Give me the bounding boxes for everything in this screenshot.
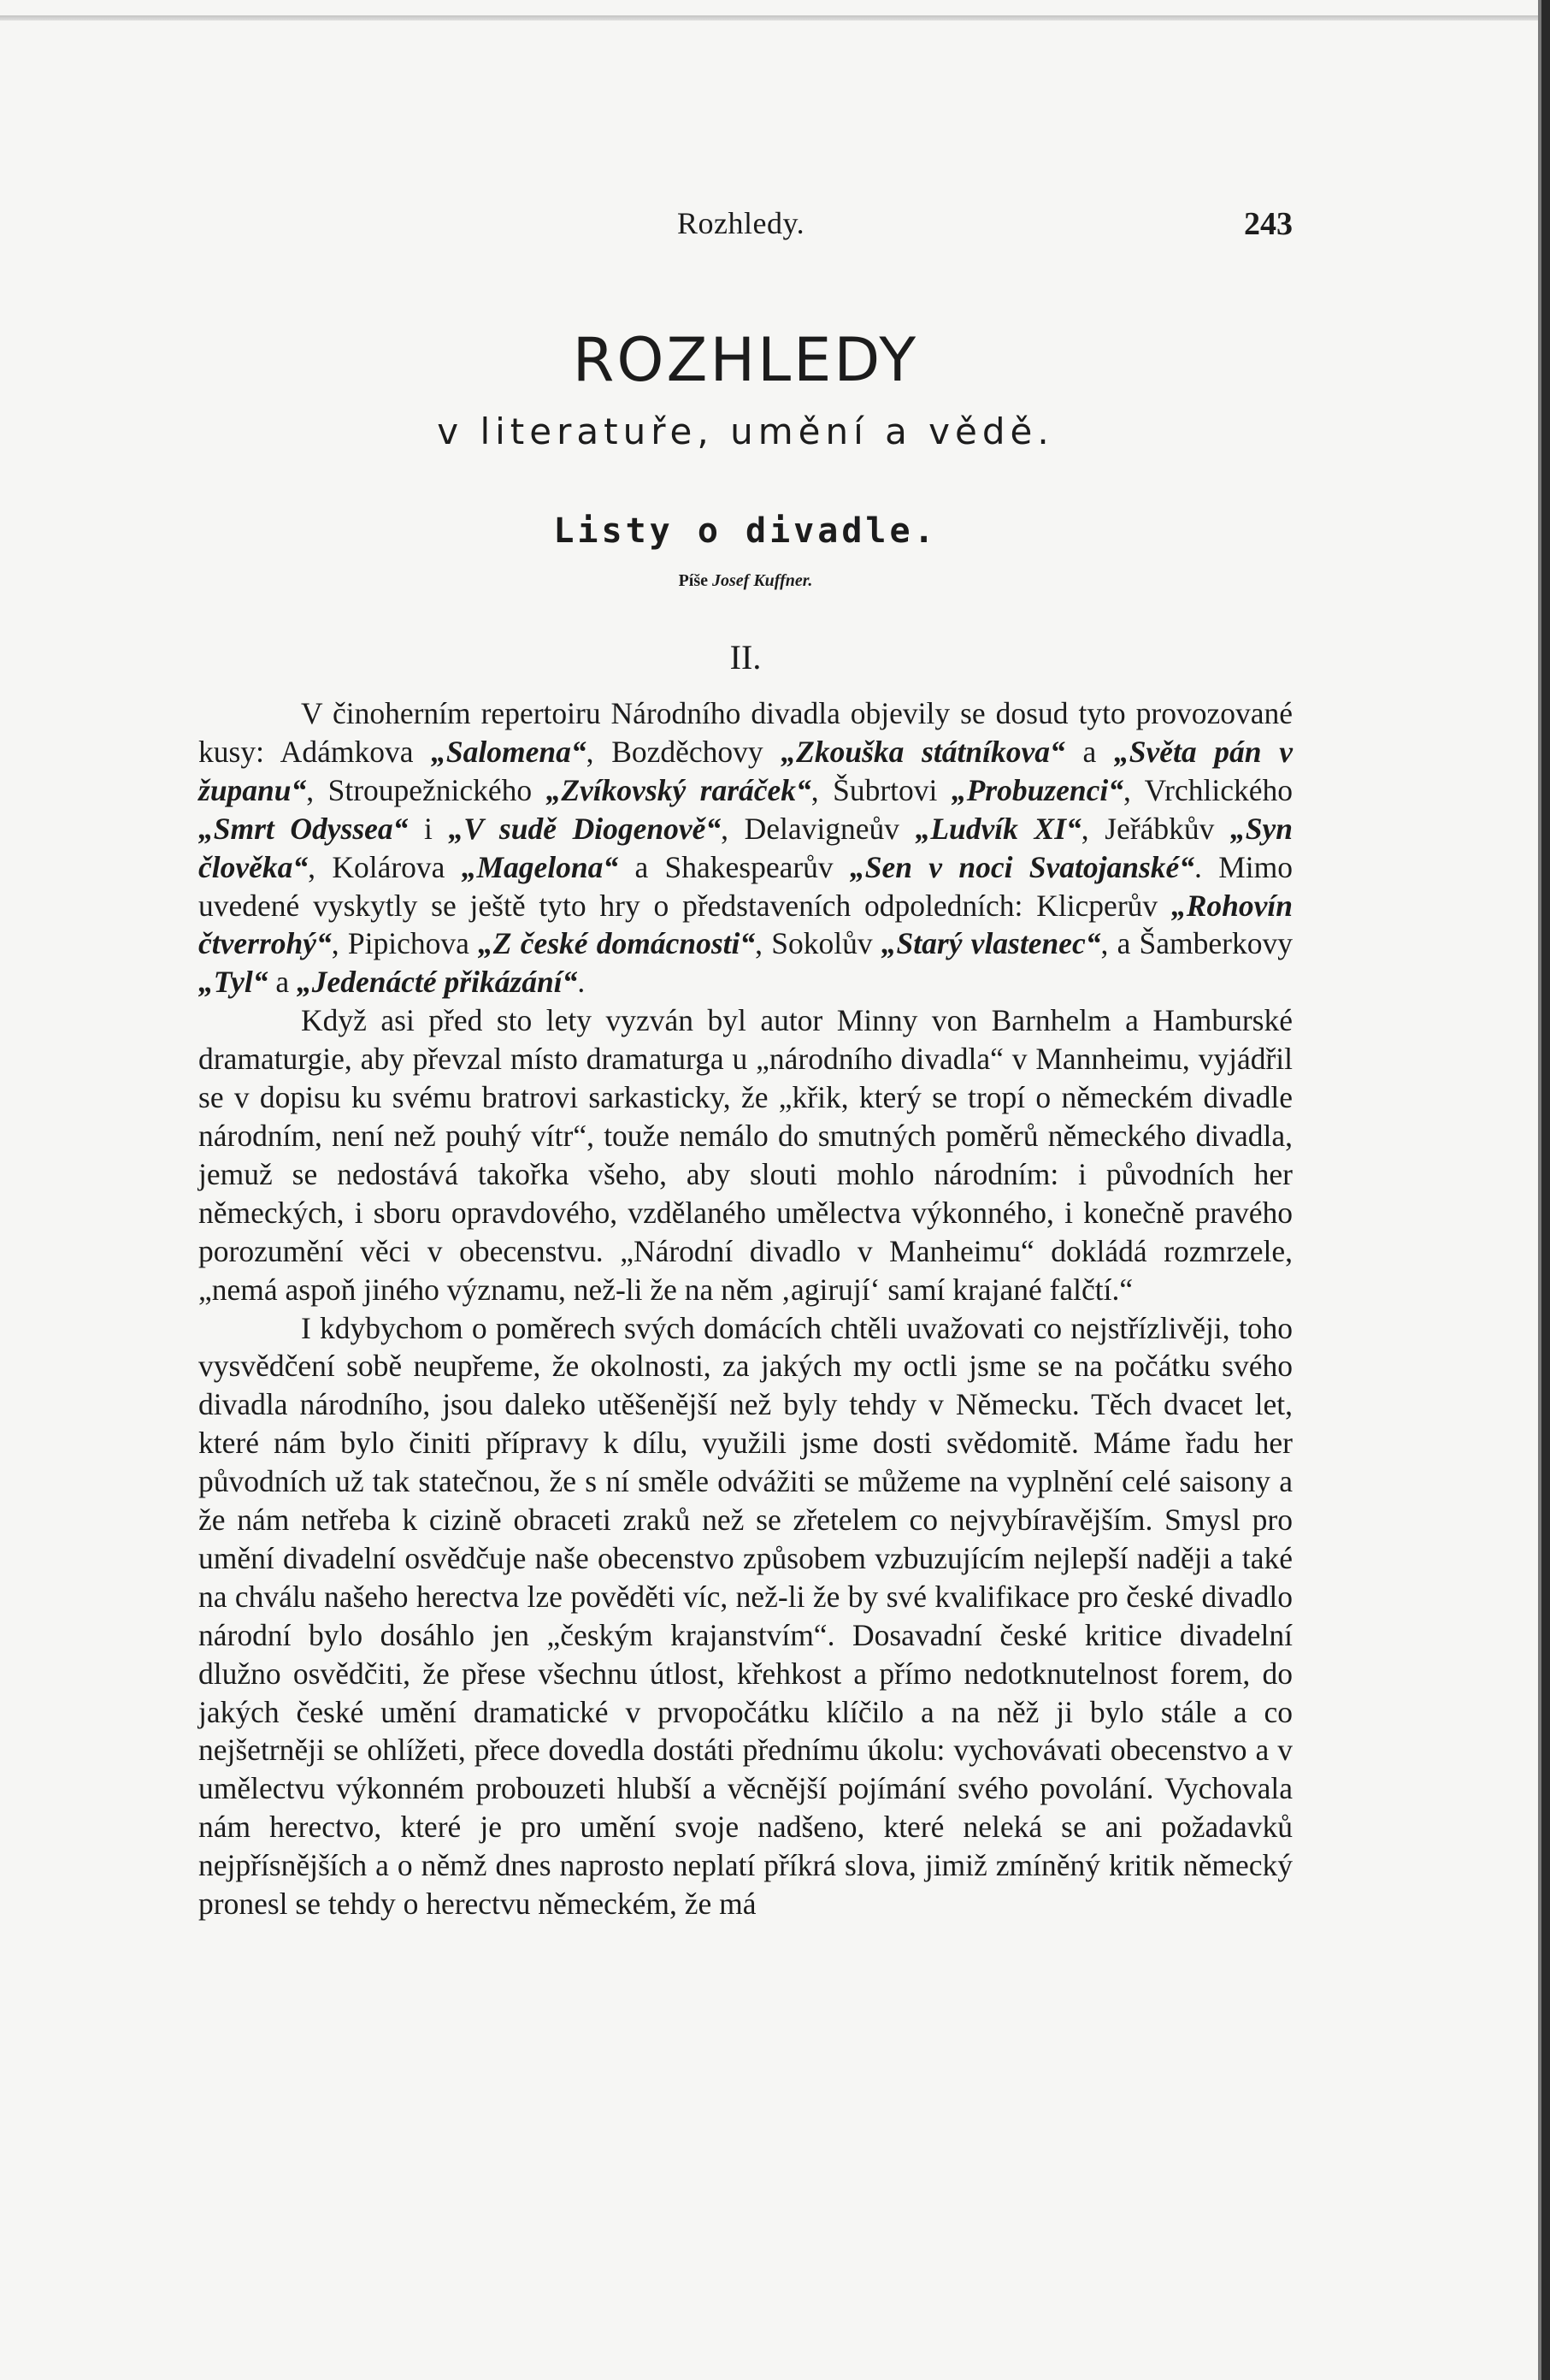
running-head	[198, 205, 1293, 248]
paragraph-1: V činoherním repertoiru Národního divadla objevily se dosud tyto provozované kusy: Adámkova „Salomena“, Bozděchovy „Zkouška státníkova“ a „Světa pán v županu“, Stroupežnického „Zvíkovský raráček“, Šubrtovi „Probuzenci“, Vrchlického „Smrt Odyssea“ i „V sudě Diogenově“, Delavigneův „Ludvík XI“, Jeřábkův „Syn člověka“, Kolárova „Magelona“ a Shakespearův „Sen v noci Svatojanské“. Mimo uvedené vyskytly se ještě tyto hry o představeních odpoledních: Klicperův „Rohovín čtverrohý“, Pipichova „Z české domácnosti“, Sokolův „Starý vlastenec“, a Šamberkovy „Tyl“ a „Jedenácté přikázání“.	[198, 696, 1294, 1000]
scan-edge-top	[0, 15, 1550, 21]
article-body	[198, 694, 1293, 1923]
author-prefix: Píše	[678, 571, 708, 590]
section-number: II.	[729, 638, 762, 676]
author-line	[198, 571, 1293, 591]
subtitle: v literatuře, umění a vědě.	[437, 410, 1054, 452]
paragraph-3: I kdybychom o poměrech svých domácích chtěli uvažovati co nejstřízlivěji, toho vysvědčení sobě neupřeme, že okolnosti, za jakých my octli jsme se na počátku svého divadla národního, jsou daleko utěšenější než byly tehdy v Německu. Těch dvacet let, které nám bylo činiti přípravy k dílu, využili jsme dosti svědomitě. Máme řadu her původních už tak statečnou, že s ní směle odvážiti se můžeme na vyplnění celé saisony a že nám netřeba k cizině obraceti zraků než se zřetelem co nejvybíravějším. Smysl pro umění divadelní osvědčuje naše obecenstvo způsobem vzbuzujícím nejlepší naději a také na chválu našeho herectva lze pověděti víc, než-li že by své kvalifikace pro české divadlo národní bylo dosáhlo jen „českým krajanstvím“. Dosavadní české kritice divadelní dlužno osvědčiti, že přese všechnu útlost, křehkost a přímo nedotknutelnost forem, do jakých české umění dramatické v prvopočátku klíčilo a na něž ji bylo stále a co nejšetrněji se ohlížeti, přece dovedla dostáti přednímu úkolu: vychovávati obecenstvo a v umělectvu výkonném probouzeti hlubší a věcnější pojímání svého povolání. Vychovala nám herectvo, které je pro umění svoje nadšeno, které neleká se ani požadavků nejpřísnějších a o němž dnes naprosto neplatí příkrá slova, jimiž zmíněný kritik německý pronesl se tehdy o herectvu německém, že má	[198, 1310, 1293, 1922]
section-title: Listy o divadle.	[553, 511, 938, 551]
page-number: 243	[1244, 206, 1293, 242]
paragraph-2: Když asi před sto lety vyzván byl autor Minny von Barnhelm a Hamburské dramaturgie, aby převzal místo dramaturga u „národního divadla“ v Mannheimu, vyjádřil se v dopisu ku svému bratrovi sarkasticky, že „křik, který se tropí o německém divadle národním, není než pouhý vítr“, touže nemálo do smutných poměrů německého divadla, jemuž se nedostává takořka všeho, aby slouti mohlo národním: i původních her německých, i sboru opravdového, vzdělaného umělectva výkonného, i konečně pravého porozumění věci v obecenstvu. „Národní divadlo v Manheimu“ dokládá rozmrzele, „nemá aspoň jiného významu, než-li že na něm ‚agirují‘ samí krajané falčtí.“	[198, 1003, 1293, 1307]
running-head-title: Rozhledy.	[677, 206, 805, 240]
author-name: Josef Kuffner.	[712, 571, 813, 590]
main-title: ROZHLEDY	[572, 325, 919, 395]
scan-edge-right	[1541, 0, 1550, 2380]
